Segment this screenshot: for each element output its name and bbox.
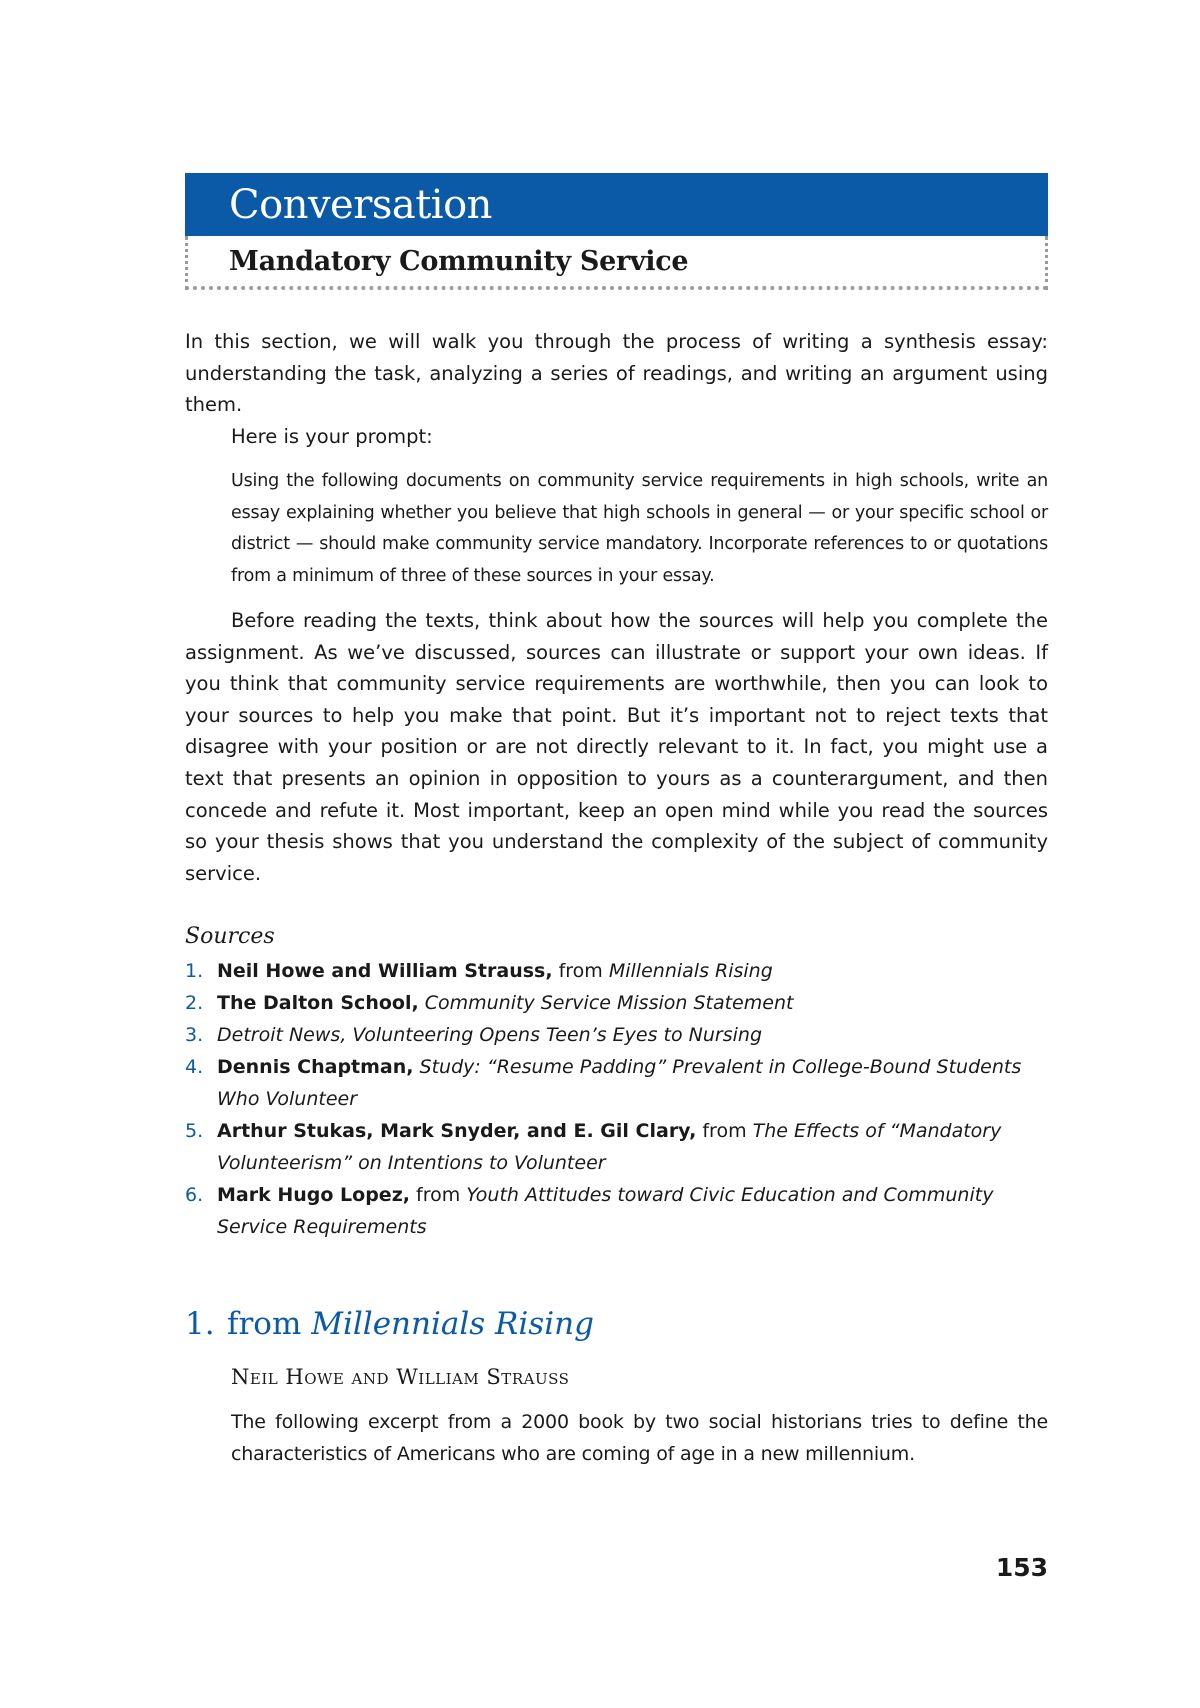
reading-heading [185, 1306, 594, 1342]
reading-intro: The following excerpt from a 2000 book by two social historians tries to define the characteristics of Americans who are coming of age in a new millennium. [231, 1411, 1048, 1465]
source-title: Study: “Resume Padding” Prevalent in College-Bound Students Who Volunteer [217, 1056, 1022, 1110]
source-number: 3. [185, 1024, 204, 1046]
source-number: 1. [185, 960, 204, 982]
source-connector: from [696, 1120, 753, 1142]
source-author: Mark Hugo Lopez, [217, 1184, 410, 1206]
sources-list [185, 955, 1048, 1243]
reading-authors: Neil Howe and William Strauss [231, 1365, 570, 1389]
chapter-title: Conversation [229, 182, 492, 228]
source-author: Dennis Chaptman, [217, 1056, 414, 1078]
source-author: Neil Howe and William Strauss, [217, 960, 553, 982]
intro-paragraph: In this section, we will walk you through the process of writing a synthesis essay: understanding the task, analyzing a series of readings, and writing an argument using them. [185, 330, 1048, 417]
guidance-paragraph: Before reading the texts, think about how the sources will help you complete the assignment. As we’ve discussed, sources can illustrate or support your own ideas. If you think that community service requirements are worthwhile, then you can look to your sources to help you make that point. But it’s important not to reject texts that disagree with your position or are not directly relevant to it. In fact, you might use a text that presents an opinion in opposition to yours as a counterargument, and then concede and refute it. Most important, keep an open mind while you read the sources so your thesis shows that you understand the complexity of the subject of community service. [185, 609, 1048, 885]
source-number: 4. [185, 1056, 204, 1078]
source-connector: from [409, 1184, 467, 1206]
source-item [185, 1019, 1048, 1051]
source-title: Millennials Rising [608, 960, 773, 982]
source-item [185, 1051, 1048, 1115]
prompt-lead: Here is your prompt: [231, 425, 433, 448]
source-item [185, 987, 1048, 1019]
textbook-page [185, 173, 1048, 1582]
page-number: 153 [995, 1553, 1048, 1582]
prompt-text: Using the following documents on community service requirements in high schools, write an essay explaining whether you believe that high schools in general — or your specific school or district — should make community service mandatory. Incorporate references to or quotations from a minimum of three of these sources in your essay. [231, 471, 1048, 586]
source-author: The Dalton School, [217, 992, 419, 1014]
source-number: 2. [185, 992, 204, 1014]
reading-prefix: from [227, 1306, 312, 1342]
source-number: 5. [185, 1120, 204, 1142]
chapter-subtitle: Mandatory Community Service [229, 246, 689, 277]
chapter-subtitle-bar [185, 236, 1048, 290]
source-title: Detroit News, Volunteering Opens Teen’s Eyes to Nursing [217, 1024, 763, 1046]
source-title: Youth Attitudes toward Civic Education and Community Service Requirements [217, 1184, 994, 1238]
chapter-banner [185, 173, 1048, 236]
source-connector: from [552, 960, 609, 982]
source-title: The Effects of “Mandatory Volunteerism” on Intentions to Volunteer [217, 1120, 1002, 1174]
source-author: Arthur Stukas, Mark Snyder, and E. Gil Clary, [217, 1120, 697, 1142]
reading-title: Millennials Rising [311, 1306, 594, 1342]
sources-heading: Sources [185, 924, 275, 949]
source-title: Community Service Mission Statement [424, 992, 794, 1014]
source-item [185, 1115, 1048, 1179]
reading-number: 1. [185, 1306, 215, 1342]
source-number: 6. [185, 1184, 204, 1206]
source-item [185, 1179, 1048, 1243]
source-item [185, 955, 1048, 987]
